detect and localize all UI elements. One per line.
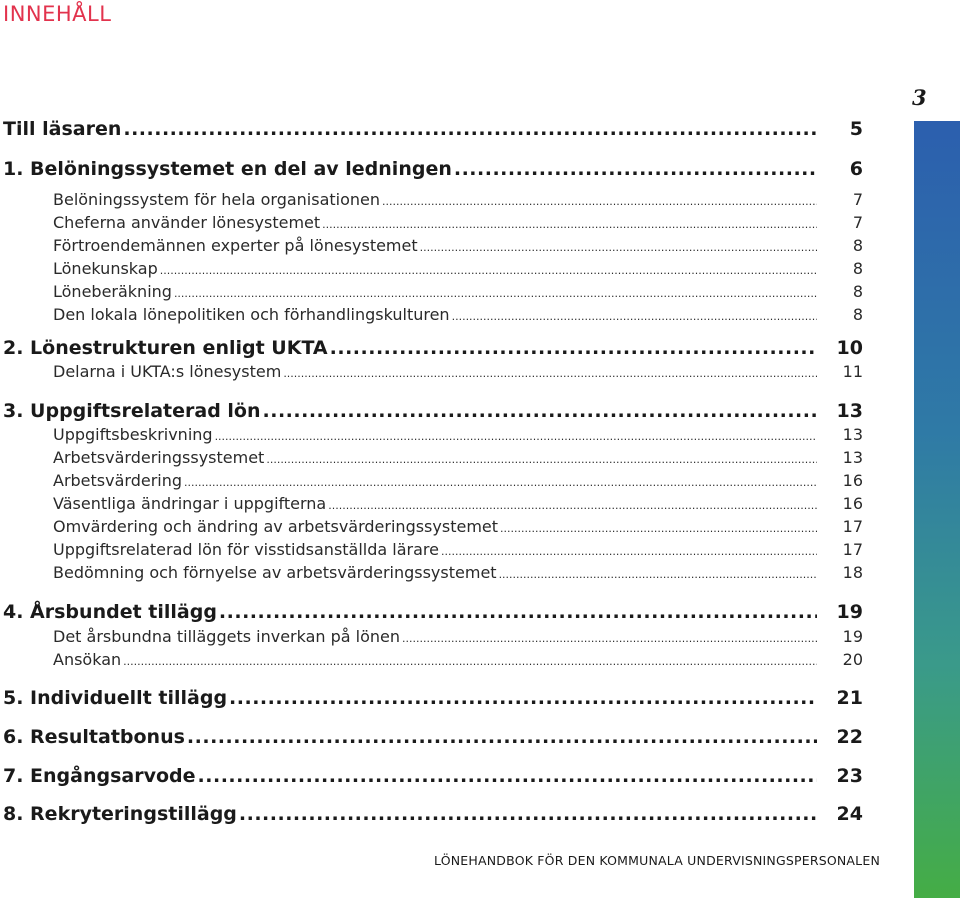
toc-entry-label: Ansökan [53, 650, 122, 669]
toc-chapter-entry [0, 158, 863, 180]
toc-chapter-entry [0, 687, 863, 709]
toc-entry-label: Till läsaren [3, 118, 122, 140]
toc-leader-dots [263, 400, 817, 422]
toc-leader-dots [452, 310, 817, 323]
toc-entry-page: 19 [842, 627, 863, 646]
page-number: 3 [912, 85, 927, 110]
toc-entry-page: 10 [836, 337, 863, 359]
toc-section-entry [0, 627, 863, 646]
toc-entry-label: 2. Lönestrukturen enligt UKTA [3, 337, 328, 359]
toc-leader-dots [328, 499, 817, 512]
toc-entry-page: 11 [842, 362, 863, 381]
sidebar-gradient-bar [914, 121, 960, 898]
toc-leader-dots [239, 803, 817, 825]
toc-entry-label: Bedömning och förnyelse av arbetsvärderingssystemet [53, 563, 497, 582]
toc-section-entry [0, 448, 863, 467]
toc-entry-page: 20 [842, 650, 863, 669]
toc-chapter-entry [0, 337, 863, 359]
toc-entry-page: 6 [849, 158, 863, 180]
toc-chapter-entry [0, 726, 863, 748]
toc-entry-label: Belöningssystem för hela organisationen [53, 190, 381, 209]
toc-section-entry [0, 305, 863, 324]
toc-entry-label: Uppgiftsbeskrivning [53, 425, 213, 444]
toc-entry-label: Cheferna använder lönesystemet [53, 213, 321, 232]
toc-leader-dots [266, 453, 817, 466]
toc-entry-label: Arbetsvärdering [53, 471, 183, 490]
toc-entry-page: 16 [842, 471, 863, 490]
toc-leader-dots [499, 568, 817, 581]
page-heading: INNEHÅLL [3, 2, 112, 26]
toc-leader-dots [382, 195, 817, 208]
toc-entry-label: Förtroendemännen experter på lönesystemet [53, 236, 418, 255]
toc-entry-label: Den lokala lönepolitiken och förhandlingskulturen [53, 305, 450, 324]
toc-leader-dots [198, 765, 817, 787]
toc-section-entry [0, 517, 863, 536]
toc-entry-page: 7 [852, 190, 863, 209]
toc-leader-dots [322, 218, 817, 231]
toc-entry-label: Arbetsvärderingssystemet [53, 448, 265, 467]
toc-entry-page: 13 [836, 400, 863, 422]
toc-chapter-entry [0, 803, 863, 825]
toc-leader-dots [187, 726, 817, 748]
toc-section-entry [0, 650, 863, 669]
toc-leader-dots [330, 337, 817, 359]
toc-section-entry [0, 563, 863, 582]
toc-entry-page: 17 [842, 517, 863, 536]
toc-section-entry [0, 190, 863, 209]
toc-leader-dots [441, 545, 817, 558]
toc-entry-label: Lönekunskap [53, 259, 158, 278]
toc-section-entry [0, 236, 863, 255]
toc-entry-label: 6. Resultatbonus [3, 726, 185, 748]
toc-section-entry [0, 471, 863, 490]
toc-entry-page: 8 [852, 259, 863, 278]
toc-leader-dots [283, 367, 817, 380]
toc-section-entry [0, 362, 863, 381]
toc-leader-dots [184, 476, 817, 489]
toc-entry-label: Löneberäkning [53, 282, 172, 301]
toc-entry-label: 7. Engångsarvode [3, 765, 196, 787]
toc-section-entry [0, 494, 863, 513]
toc-leader-dots [174, 287, 817, 300]
toc-entry-page: 7 [852, 213, 863, 232]
toc-leader-dots [500, 522, 817, 535]
toc-entry-label: Delarna i UKTA:s lönesystem [53, 362, 282, 381]
toc-section-entry [0, 540, 863, 559]
toc-section-entry [0, 425, 863, 444]
toc-entry-page: 22 [836, 726, 863, 748]
toc-entry-page: 13 [842, 425, 863, 444]
toc-entry-label: 4. Årsbundet tillägg [3, 601, 217, 623]
toc-entry-label: 5. Individuellt tillägg [3, 687, 228, 709]
toc-leader-dots [402, 632, 817, 645]
toc-entry-label: Det årsbundna tilläggets inverkan på lönen [53, 627, 401, 646]
toc-entry-label: Väsentliga ändringar i uppgifterna [53, 494, 327, 513]
toc-entry-page: 17 [842, 540, 863, 559]
toc-entry-label: Omvärdering och ändring av arbetsvärderingssystemet [53, 517, 499, 536]
toc-leader-dots [454, 158, 817, 180]
toc-entry-page: 8 [852, 282, 863, 301]
toc-leader-dots [229, 687, 817, 709]
toc-entry-page: 21 [836, 687, 863, 709]
toc-entry-page: 23 [836, 765, 863, 787]
toc-entry-page: 5 [849, 118, 863, 140]
toc-entry-label: Uppgiftsrelaterad lön för visstidsanställda lärare [53, 540, 439, 559]
toc-chapter-entry [0, 400, 863, 422]
toc-entry-page: 8 [852, 236, 863, 255]
toc-leader-dots [123, 655, 817, 668]
toc-entry-page: 19 [836, 601, 863, 623]
toc-entry-page: 8 [852, 305, 863, 324]
toc-entry-page: 24 [836, 803, 863, 825]
toc-leader-dots [160, 264, 817, 277]
toc-leader-dots [420, 241, 817, 254]
toc-entry-label: 3. Uppgiftsrelaterad lön [3, 400, 261, 422]
toc-chapter-entry [0, 765, 863, 787]
toc-entry-page: 13 [842, 448, 863, 467]
toc-entry-label: 8. Rekryteringstillägg [3, 803, 237, 825]
toc-chapter-entry [0, 601, 863, 623]
toc-entry-label: 1. Belöningssystemet en del av ledningen [3, 158, 452, 180]
toc-leader-dots [219, 601, 817, 623]
toc-section-entry [0, 213, 863, 232]
toc-entry-page: 18 [842, 563, 863, 582]
toc-entry-page: 16 [842, 494, 863, 513]
toc-leader-dots [123, 118, 817, 140]
toc-section-entry [0, 282, 863, 301]
toc-leader-dots [215, 430, 817, 443]
toc-chapter-entry [0, 118, 863, 140]
footer-text: LÖNEHANDBOK FÖR DEN KOMMUNALA UNDERVISNINGSPERSONALEN [434, 853, 880, 868]
toc-section-entry [0, 259, 863, 278]
